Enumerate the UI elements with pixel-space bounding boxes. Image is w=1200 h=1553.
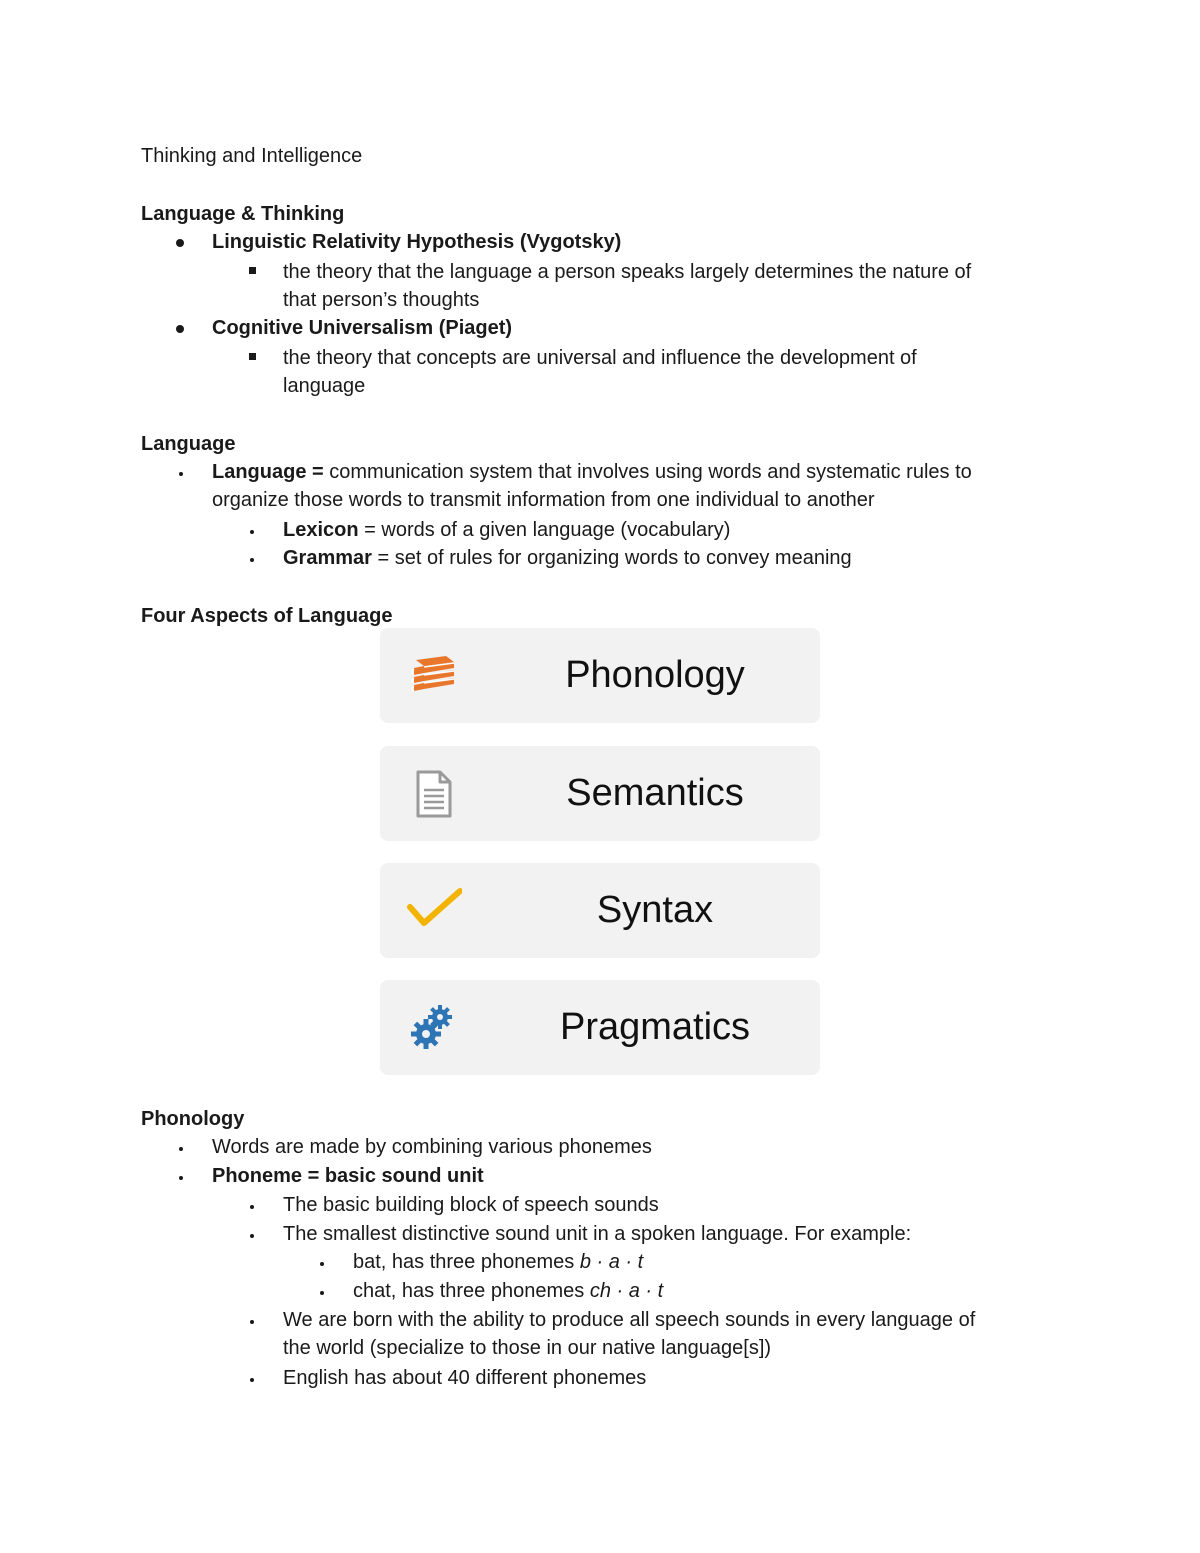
section-heading-four-aspects: Four Aspects of Language (141, 605, 393, 627)
example-bat (353, 1250, 643, 1274)
bullet-icon (250, 1205, 254, 1209)
square-bullet-icon (249, 353, 256, 360)
bullet-icon (320, 1291, 324, 1295)
bullet-icon (320, 1262, 324, 1266)
aspect-card-semantics (380, 746, 820, 841)
definition-text: communication system that involves using words and systematic rules to (323, 461, 972, 483)
list-subitem-text: the theory that the language a person speaks largely determines the nature of (283, 261, 972, 283)
list-subitem-text: language (283, 375, 366, 397)
list-subitem-text: the world (specialize to those in our native language[s]) (283, 1337, 772, 1359)
aspect-label-pragmatics: Pragmatics (559, 1006, 751, 1048)
list-item-text: Words are made by combining various phonemes (212, 1136, 652, 1158)
bullet-icon (179, 1147, 183, 1151)
aspect-label-syntax: Syntax (596, 889, 714, 931)
example-text: chat, has three phonemes (353, 1280, 590, 1302)
term-lexicon: Lexicon (283, 519, 359, 541)
section-heading-language: Language (141, 433, 236, 455)
list-item-language-definition (212, 460, 972, 484)
list-item-cognitive-universalism: Cognitive Universalism (Piaget) (212, 317, 513, 339)
document-title: Thinking and Intelligence (141, 145, 363, 167)
aspect-card-syntax (380, 863, 820, 958)
definition-text-continued: organize those words to transmit information from one individual to another (212, 489, 875, 511)
bullet-icon (179, 472, 183, 476)
list-subitem-lexicon (283, 518, 730, 542)
aspect-card-pragmatics (380, 980, 820, 1075)
bullet-icon (176, 239, 184, 247)
list-subitem-text: the theory that concepts are universal and influence the development of (283, 347, 917, 369)
list-item-phoneme: Phoneme = basic sound unit (212, 1165, 484, 1187)
square-bullet-icon (249, 267, 256, 274)
list-subitem-text: The basic building block of speech sounds (283, 1194, 659, 1216)
list-subitem-text: that person’s thoughts (283, 289, 480, 311)
bullet-icon (250, 530, 254, 534)
list-item-linguistic-relativity: Linguistic Relativity Hypothesis (Vygotsky) (212, 231, 622, 253)
definition-text: = words of a given language (vocabulary) (358, 519, 731, 541)
term-language: Language = (212, 461, 324, 483)
section-heading-language-thinking: Language & Thinking (141, 203, 345, 225)
list-subitem-grammar (283, 546, 852, 570)
checkmark-icon (406, 883, 462, 939)
list-subitem-text: English has about 40 different phonemes (283, 1367, 647, 1389)
definition-text: = set of rules for organizing words to convey meaning (371, 547, 852, 569)
bullet-icon (250, 1234, 254, 1238)
bullet-icon (179, 1176, 183, 1180)
example-chat (353, 1279, 663, 1303)
bullet-icon (176, 325, 184, 333)
example-text: bat, has three phonemes (353, 1251, 580, 1273)
aspect-card-phonology (380, 628, 820, 723)
bullet-icon (250, 558, 254, 562)
bullet-icon (250, 1320, 254, 1324)
example-phonemes: ch · a · t (589, 1280, 664, 1302)
aspect-label-semantics: Semantics (566, 772, 744, 814)
bullet-icon (250, 1378, 254, 1382)
example-phonemes: b · a · t (579, 1251, 644, 1273)
term-grammar: Grammar (283, 547, 372, 569)
books-icon (406, 648, 462, 704)
aspect-label-phonology: Phonology (565, 654, 745, 696)
gears-icon (406, 1000, 462, 1056)
section-heading-phonology: Phonology (141, 1108, 245, 1130)
list-subitem-text: We are born with the ability to produce all speech sounds in every language of (283, 1309, 976, 1331)
document-icon (406, 766, 462, 822)
list-subitem-text: The smallest distinctive sound unit in a spoken language. For example: (283, 1223, 912, 1245)
